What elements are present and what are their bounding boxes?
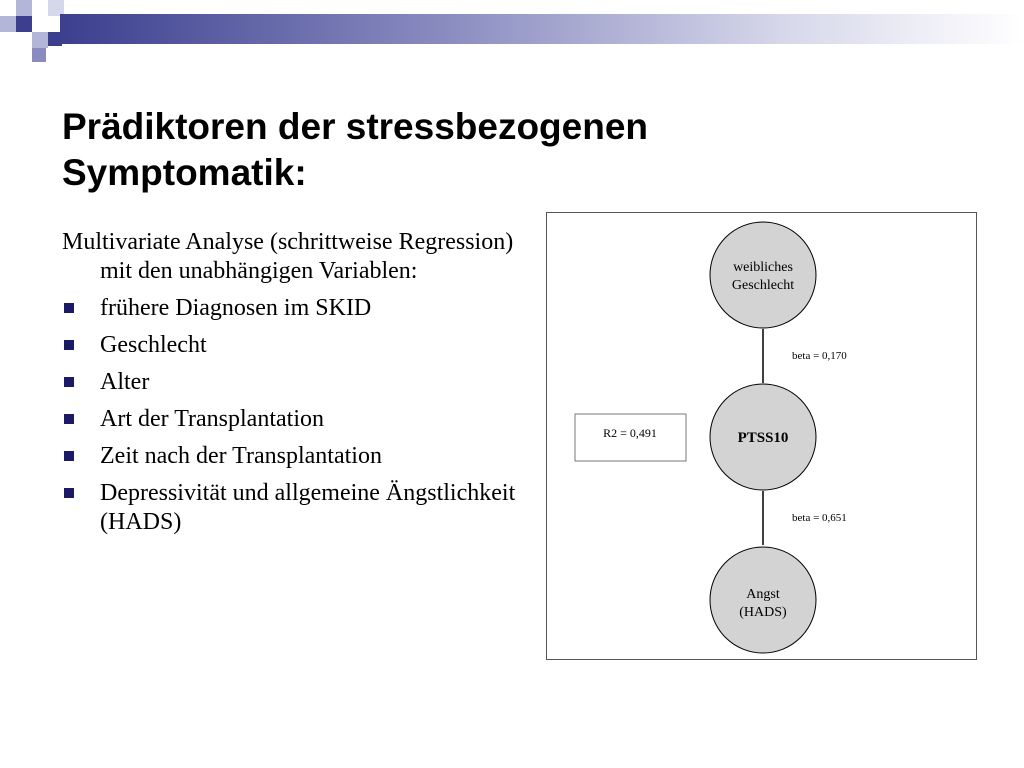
slide-title: Prädiktoren der stressbezogenen Symptomatik:: [62, 106, 649, 193]
square-bullet-icon: [64, 488, 74, 498]
list-item: frühere Diagnosen im SKID: [62, 294, 522, 323]
square-bullet-icon: [64, 414, 74, 424]
list-item: Zeit nach der Transplantation: [62, 442, 522, 471]
node-weibliches-geschlecht: [710, 222, 816, 328]
square-bullet-icon: [64, 303, 74, 313]
list-item: Alter: [62, 368, 522, 397]
intro-text: Multivariate Analyse (schrittweise Regression) mit den unabhängigen Variablen:: [62, 229, 514, 284]
node-bottom-label-1: Angst: [746, 587, 780, 602]
variable-list: [62, 294, 522, 537]
edge-lower-beta: beta = 0,651: [792, 512, 847, 524]
node-top-label-2: Geschlecht: [731, 278, 795, 293]
list-item: Depressivität und allgemeine Ängstlichkeit (HADS): [62, 479, 522, 537]
square-bullet-icon: [64, 340, 74, 350]
node-top-label-1: weibliches: [733, 260, 793, 275]
node-bottom-label-2: (HADS): [739, 605, 787, 620]
square-bullet-icon: [64, 451, 74, 461]
list-item: Geschlecht: [62, 331, 522, 360]
list-item: Art der Transplantation: [62, 405, 522, 434]
edge-upper-beta: beta = 0,170: [792, 350, 847, 362]
r2-label: R2 = 0,491: [603, 426, 657, 440]
node-center-label: PTSS10: [737, 430, 789, 446]
square-bullet-icon: [64, 377, 74, 387]
slide-body: [62, 228, 522, 537]
regression-diagram: [546, 212, 977, 660]
header-gradient-bar: [60, 14, 1024, 44]
